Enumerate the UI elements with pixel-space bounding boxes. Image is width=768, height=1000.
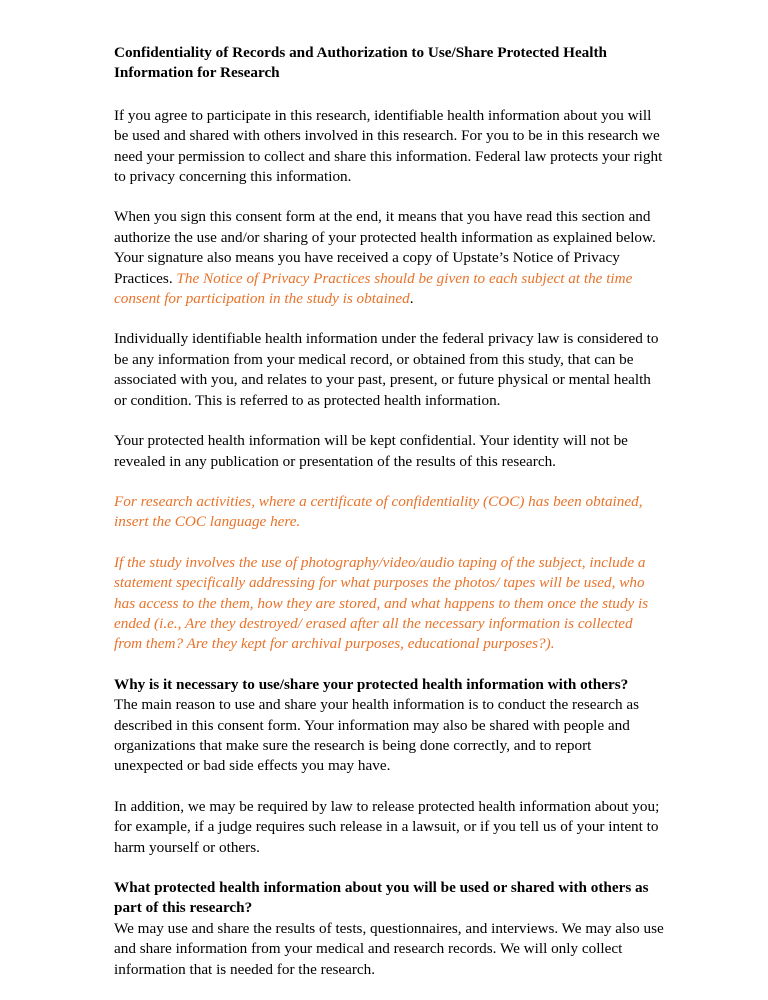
- what-info-answer: We may use and share the results of tests, questionnaires, and interviews. We may also use and share information from your medical and research records. We will only collect information that is needed for the research.: [114, 919, 664, 978]
- why-share-section: [114, 675, 664, 777]
- why-share-answer: The main reason to use and share your health information is to conduct the research as described in this consent form. Your information may also be shared with people and organizations that make sure the research is being done correctly, and to report unexpected or bad side effects you may have.: [114, 696, 640, 775]
- media-instruction: If the study involves the use of photography/video/audio taping of the subject, include a statement specifically addressing for what purposes the photos/ tapes will be used, who has access to the them, how they are stored, and what happens to them once the study is ended (i.e., Are they destroyed/ erased after all the necessary information is collected from them? Are they kept for archival purposes, educational purposes?).: [114, 553, 649, 653]
- what-info-question: What protected health information about you will be used or shared with others as part of this research?: [114, 879, 649, 917]
- privacy-notice-instruction: The Notice of Privacy Practices should be given to each subject at the time consent for participation in the study is obtained: [114, 269, 633, 308]
- document-page: [114, 43, 664, 1000]
- coc-instruction: For research activities, where a certificate of confidentiality (COC) has been obtained, insert the COC language here.: [114, 492, 643, 531]
- legal-release-paragraph: In addition, we may be required by law to release protected health information about you; for example, if a judge requires such release in a lawsuit, or if you tell us of your intent to harm yourself or others.: [114, 797, 660, 856]
- document-title: Confidentiality of Records and Authorization to Use/Share Protected Health Information for Research: [114, 44, 607, 82]
- consent-period: .: [409, 290, 414, 308]
- what-info-section: [114, 878, 664, 980]
- why-share-question: Why is it necessary to use/share your protected health information with others?: [114, 675, 629, 693]
- phi-definition-paragraph: Individually identifiable health information under the federal privacy law is considered to be any information from your medical record, or obtained from this study, that can be associated with you, and relates to your past, present, or future physical or mental health or condition. This is referred to as protected health information.: [114, 330, 659, 409]
- intro-paragraph: If you agree to participate in this research, identifiable health information about you will be used and shared with others involved in this research. For you to be in this research we need your permission to collect and share this information. Federal law protects your right to privacy concerning this information.: [114, 106, 663, 186]
- consent-text: When you sign this consent form at the end, it means that you have read this section and authorize the use and/or sharing of your protected health information as explained below. Your signature also means you have received a copy of Upstate’s Notice of Privacy Practices.: [114, 208, 656, 287]
- consent-paragraph: [114, 207, 664, 309]
- confidentiality-paragraph: Your protected health information will be kept confidential. Your identity will not be revealed in any publication or presentation of the results of this research.: [114, 432, 628, 470]
